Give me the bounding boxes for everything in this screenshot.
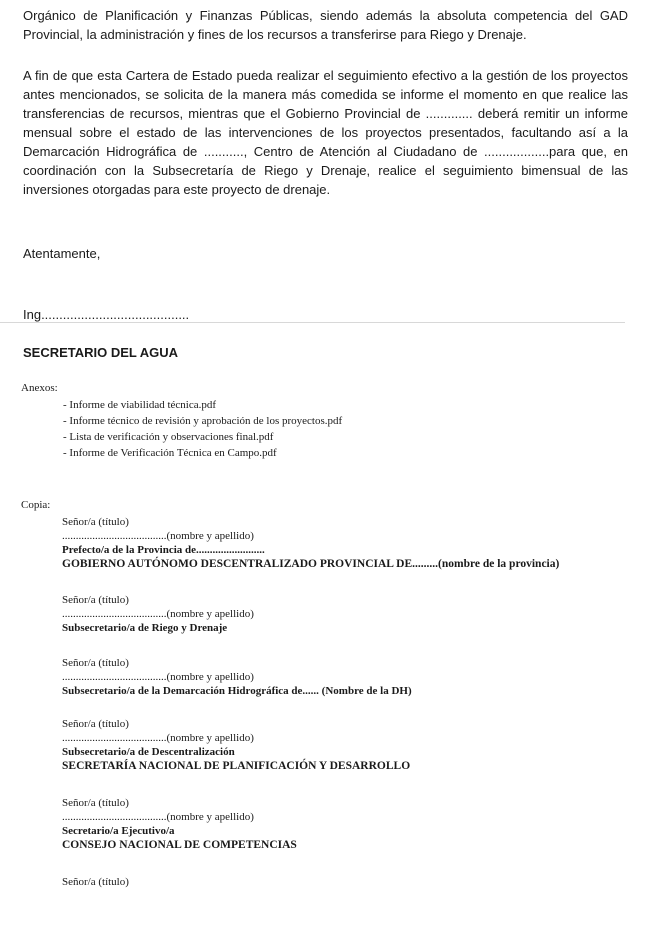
copy-recipient — [62, 717, 410, 773]
annex-item: - Lista de verificación y observaciones final.pdf — [63, 431, 274, 443]
recipient-role: Secretario/a Ejecutivo/a — [62, 825, 175, 837]
copy-recipient — [62, 656, 412, 698]
recipient-institution: GOBIERNO AUTÓNOMO DESCENTRALIZADO PROVINCIAL DE.........(nombre de la provincia) — [62, 558, 560, 570]
recipient-name-line: ......................................(nombre y apellido) — [62, 608, 254, 620]
recipient-salutation: Señor/a (título) — [62, 594, 129, 606]
recipient-role: Subsecretario/a de Riego y Drenaje — [62, 622, 228, 634]
recipient-salutation: Señor/a (título) — [62, 876, 129, 888]
recipient-institution: SECRETARÍA NACIONAL DE PLANIFICACIÓN Y DESARROLLO — [62, 760, 411, 772]
recipient-name-line: ......................................(nombre y apellido) — [62, 811, 254, 823]
paragraph-request: A fin de que esta Cartera de Estado pueda realizar el seguimiento efectivo a la gestión de los proyectos antes mencionados, se solicita de la manera más comedida se informe el momento en que realice las transferencias de recursos, mientras que el Gobierno Provincial de ............. deberá remitir un informe mensual sobre el estado de las intervenciones de los proyectos presentados, facultando así a la Demarcación Hidrográfica de ..........., Centro de Atención al Ciudadano de ..................para que, en coordinación con la Subsecretaría de Riego y Drenaje, realice el seguimiento bimensual de las inversiones otorgadas para este proyecto de drenaje. — [23, 68, 628, 197]
recipient-role: Prefecto/a de la Provincia de......................... — [62, 544, 265, 556]
copy-recipient — [62, 515, 559, 571]
recipient-name-line: ......................................(nombre y apellido) — [62, 530, 254, 542]
recipient-salutation: Señor/a (título) — [62, 657, 129, 669]
annex-item: - Informe técnico de revisión y aprobación de los proyectos.pdf — [63, 415, 343, 427]
recipient-salutation: Señor/a (título) — [62, 718, 129, 730]
annex-item: - Informe de Verificación Técnica en Campo.pdf — [63, 447, 277, 459]
signer-title: SECRETARIO DEL AGUA — [23, 345, 179, 360]
closing-salutation: Atentamente, — [23, 246, 101, 261]
recipient-role: Subsecretario/a de Descentralización — [62, 746, 235, 758]
recipient-salutation: Señor/a (título) — [62, 797, 129, 809]
copy-label: Copia: — [21, 499, 51, 511]
annex-label: Anexos: — [21, 382, 58, 394]
copy-recipient — [62, 593, 254, 635]
recipient-name-line: ......................................(nombre y apellido) — [62, 732, 254, 744]
recipient-name-line: ......................................(nombre y apellido) — [62, 671, 254, 683]
recipient-salutation: Señor/a (título) — [62, 516, 129, 528]
signer-name-line: Ing......................................... — [23, 307, 190, 322]
annex-item: - Informe de viabilidad técnica.pdf — [63, 399, 217, 411]
paragraph-intro: Orgánico de Planificación y Finanzas Públicas, siendo además la absoluta competencia del GAD Provincial, la administración y fines de los recursos a transferirse para Riego y Drenaje. — [23, 8, 628, 42]
page-divider — [0, 322, 625, 323]
copy-recipient — [62, 796, 297, 852]
annex-list — [63, 397, 342, 461]
copy-recipient — [62, 875, 129, 889]
recipient-role: Subsecretario/a de la Demarcación Hidrográfica de...... (Nombre de la DH) — [62, 685, 412, 697]
recipient-institution: CONSEJO NACIONAL DE COMPETENCIAS — [62, 839, 297, 851]
